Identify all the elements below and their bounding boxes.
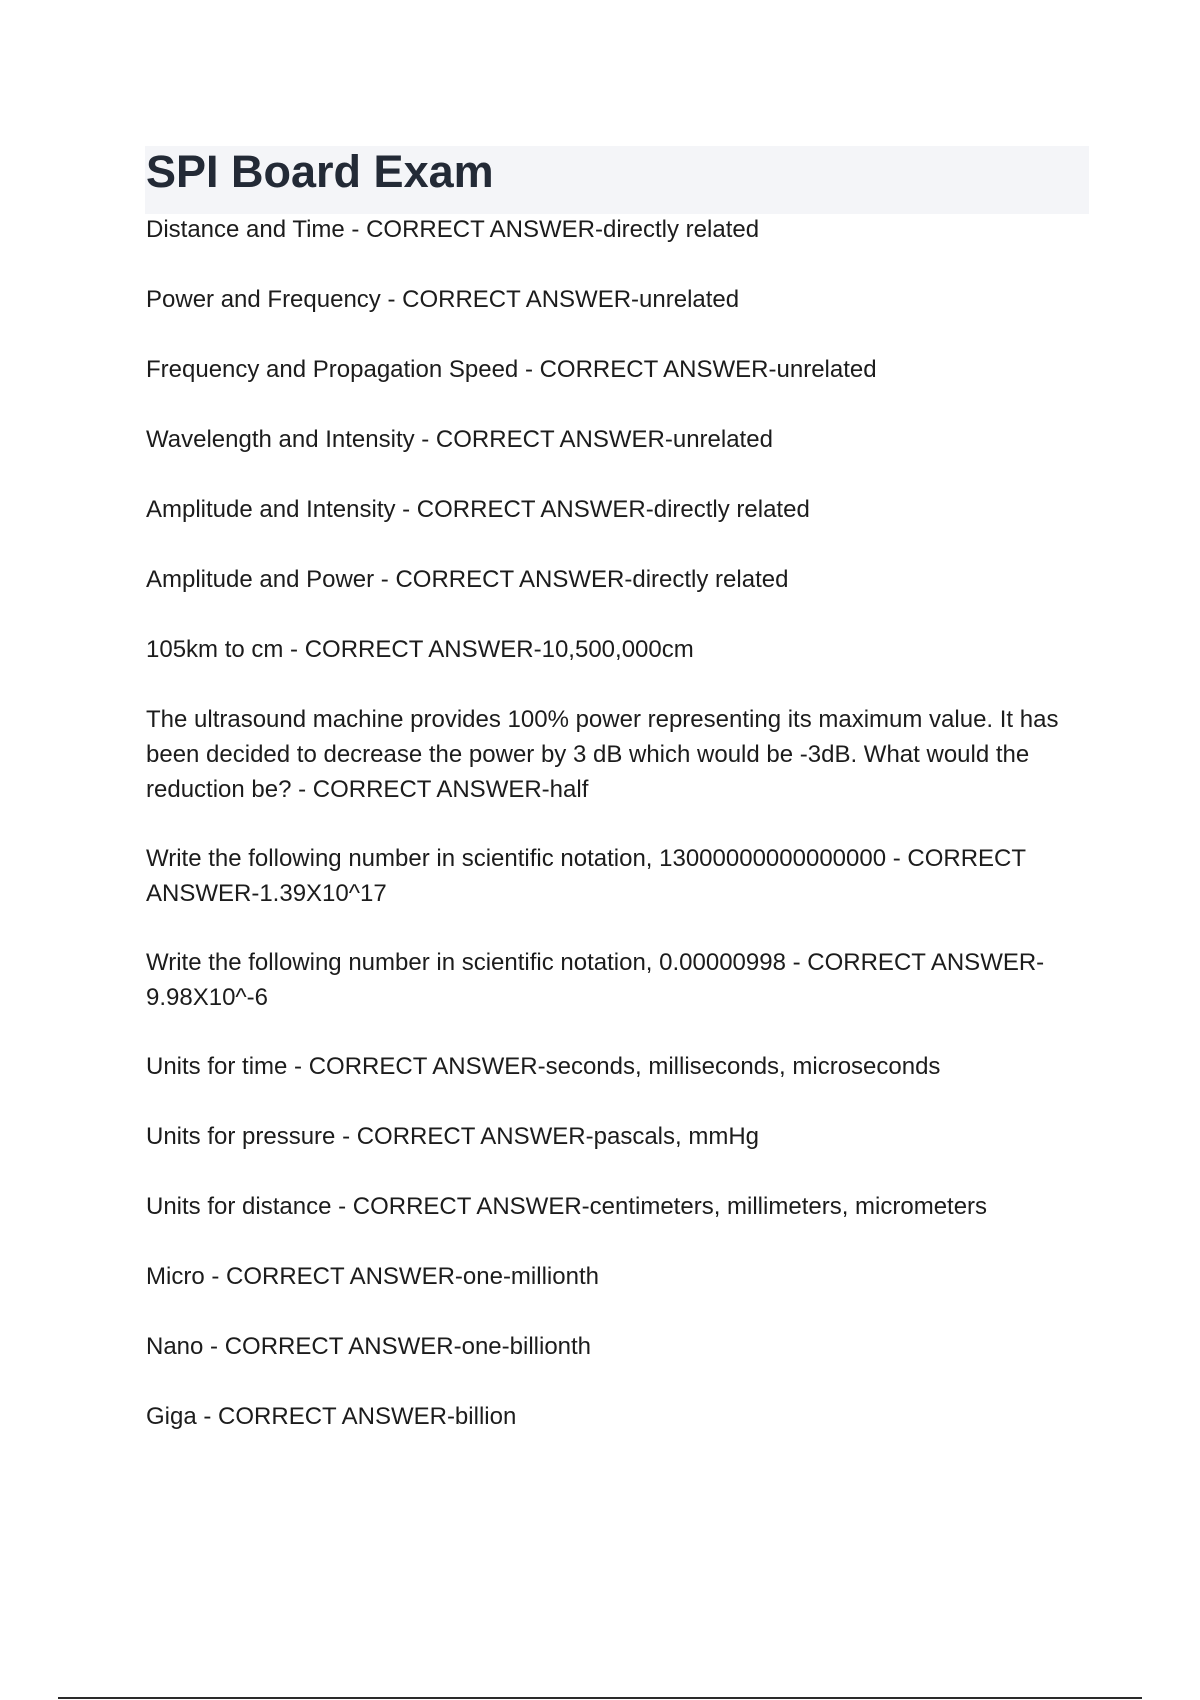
qa-item: Amplitude and Intensity - CORRECT ANSWER-directly related [146, 496, 810, 523]
qa-item: Nano - CORRECT ANSWER-one-billionth [146, 1333, 592, 1360]
document-title: SPI Board Exam [146, 146, 494, 197]
qa-item: 105km to cm - CORRECT ANSWER-10,500,000cm [146, 636, 694, 663]
qa-item: Distance and Time - CORRECT ANSWER-directly related [146, 216, 760, 243]
qa-item: Write the following number in scientific notation, 0.00000998 - CORRECT ANSWER-9.98X10^-6 [146, 949, 1045, 1011]
qa-item: Micro - CORRECT ANSWER-one-millionth [146, 1263, 599, 1290]
footer-divider [58, 1697, 1142, 1699]
qa-item: Units for pressure - CORRECT ANSWER-pascals, mmHg [146, 1123, 760, 1150]
qa-item: Units for time - CORRECT ANSWER-seconds, milliseconds, microseconds [146, 1053, 941, 1080]
qa-item: Units for distance - CORRECT ANSWER-centimeters, millimeters, micrometers [146, 1193, 988, 1220]
qa-item: Write the following number in scientific notation, 13000000000000000 - CORRECT ANSWER-1.39X10^17 [146, 845, 1026, 907]
qa-item: The ultrasound machine provides 100% power representing its maximum value. It has been decided to decrease the power by 3 dB which would be -3dB. What would the reduction be? - CORRECT ANSWER-half [146, 706, 1059, 803]
qa-item: Power and Frequency - CORRECT ANSWER-unrelated [146, 286, 740, 313]
qa-list [146, 212, 1086, 1469]
qa-item: Giga - CORRECT ANSWER-billion [146, 1403, 517, 1430]
qa-item: Wavelength and Intensity - CORRECT ANSWER-unrelated [146, 426, 773, 453]
qa-item: Frequency and Propagation Speed - CORRECT ANSWER-unrelated [146, 356, 877, 383]
qa-item: Amplitude and Power - CORRECT ANSWER-directly related [146, 566, 789, 593]
